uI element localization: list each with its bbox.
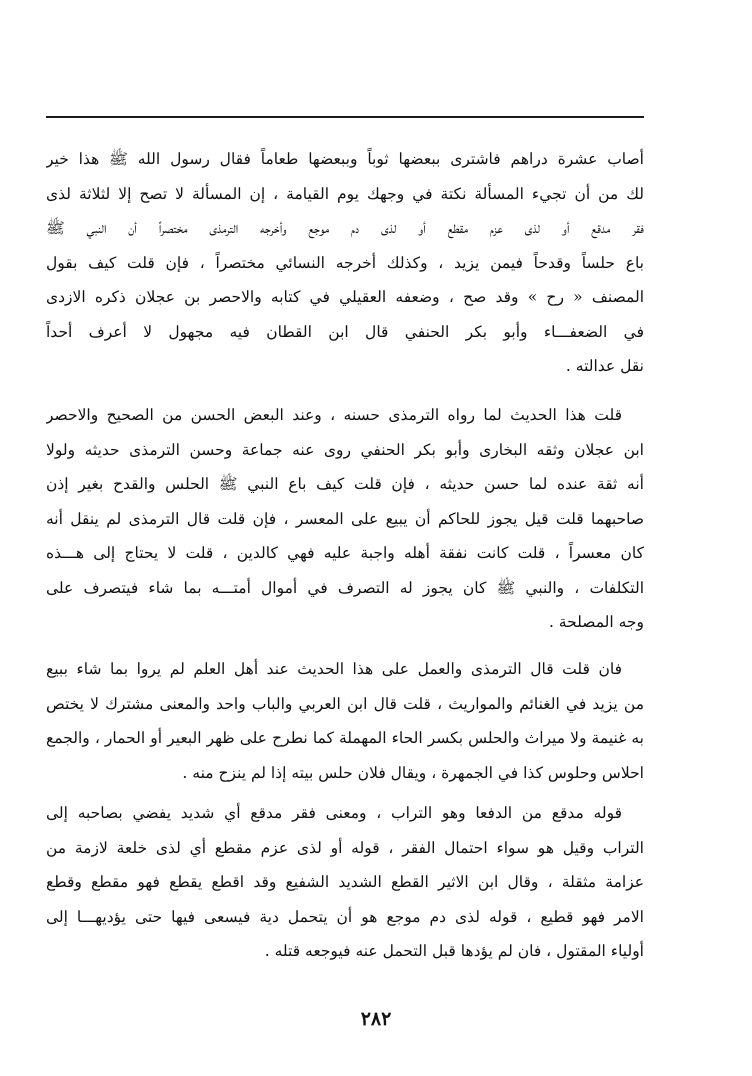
page-number: ٢٨٢ (360, 1008, 392, 1030)
text-line: أصاب عشرة دراهم فاشترى ببعضها ثوباً وببعضها طعاماً فقال رسول الله ﷺ هذا خير (46, 150, 644, 168)
text-line: ابن عجلان وثقه البخارى وأبو بكر الحنفي روى عنه جماعة وحسن الترمذى حديثه ولولا (46, 440, 644, 459)
text-line: كان معسراً ، قلت كانت نفقة أهله واجبة عليه فهي كالدين ، قلت لا يحتاج إلى هـــذه (46, 544, 644, 562)
text-line: من يزيد في الغنائم والمواريث ، قلت قال ابن العربي والباب واحد والمعنى مشترك لا يختص (46, 694, 644, 713)
text-line: في الضعفـــاء وأبو بكر الحنفي قال ابن القطان فيه مجهول لا أعرف أحداً (46, 322, 644, 341)
text-line: وجه المصلحة . (548, 613, 644, 631)
text-line: قوله مدقع من الدفعا وهو التراب ، ومعنى فقر مدقع أي شديد يفضي بصاحبه إلى (46, 804, 622, 822)
text-line: صاحبهما قلت قيل يجوز للحاكم أن يبيع على المعسر ، فإن قلت قال الترمذى لم ينقل أنه (46, 509, 644, 528)
text-line: المصنف « رح » وقد صح ، وضعفه العقيلي في كتابه والاحصر بن عجلان ذكره الازدى (46, 288, 644, 306)
text-line: به غنيمة ولا ميراث والحلس بكسر الحاء المهملة كما نطرح على ظهر البعير أو الحمار ، والجمع (46, 729, 644, 747)
text-line: التكلفات ، والنبي ﷺ كان يجوز له التصرف في أموال أمتـــه بما شاء فيتصرف على (46, 578, 644, 597)
text-line: فان قلت قال الترمذى والعمل على هذا الحديث عند أهل العلم لم يروا بما شاء ببيع (46, 660, 622, 678)
text-line: أنه ثقة عنده لما حسن حديثه ، فإن قلت كيف باع النبي ﷺ الحلس والقدح بغير إذن (46, 475, 644, 493)
text-line: قلت هذا الحديث لما رواه الترمذى حسنه ، وعند البعض الحسن من الصحيح والاحصر (46, 406, 622, 424)
paragraph-4 (46, 796, 644, 969)
paragraph-2 (46, 398, 644, 640)
text-line: نقل عدالته . (565, 357, 644, 375)
text-line: فقر مدقع أو لذى عزم مقطع أو لذى دم موجع وأخرجه الترمذى مختصراً أن النبي ﷺ (46, 219, 644, 237)
text-line: باع حلساً وقدحاً فيمن يزيد ، وكذلك أخرجه النسائي مختصراً ، فإن قلت كيف بقول (46, 253, 644, 272)
text-line: أولياء المقتول ، فان لم يؤدها قبل التحمل عنه فيوجعه قتله . (264, 942, 644, 960)
text-line: الامر فهو قطيع ، قوله لذى دم موجع هو أن يتحمل دية فيسعى فيها حتى يؤديهـــا إلى (46, 907, 644, 926)
text-line: لك من أن تجيء المسألة نكتة في وجهك يوم القيامة ، إن المسألة لا تصح إلا لثلاثة لذى (46, 184, 644, 203)
text-line: عزامة مثقلة ، وقال ابن الاثير القطع الشديد الشفيع وقد اقطع يقطع فهو مقطع وقطع (46, 873, 644, 891)
text-line: التراب وقيل هو سواء احتمال الفقر ، قوله أو لذى عزم مقطع أي لذى خلعة لازمة من (46, 838, 644, 857)
paragraph-3 (46, 652, 644, 790)
paragraph-1 (46, 142, 644, 384)
text-line: احلاس وحلوس كذا في الجمهرة ، ويقال فلان حلس بيته إذا لم ينزح منه . (182, 763, 644, 782)
top-rule (46, 116, 644, 118)
